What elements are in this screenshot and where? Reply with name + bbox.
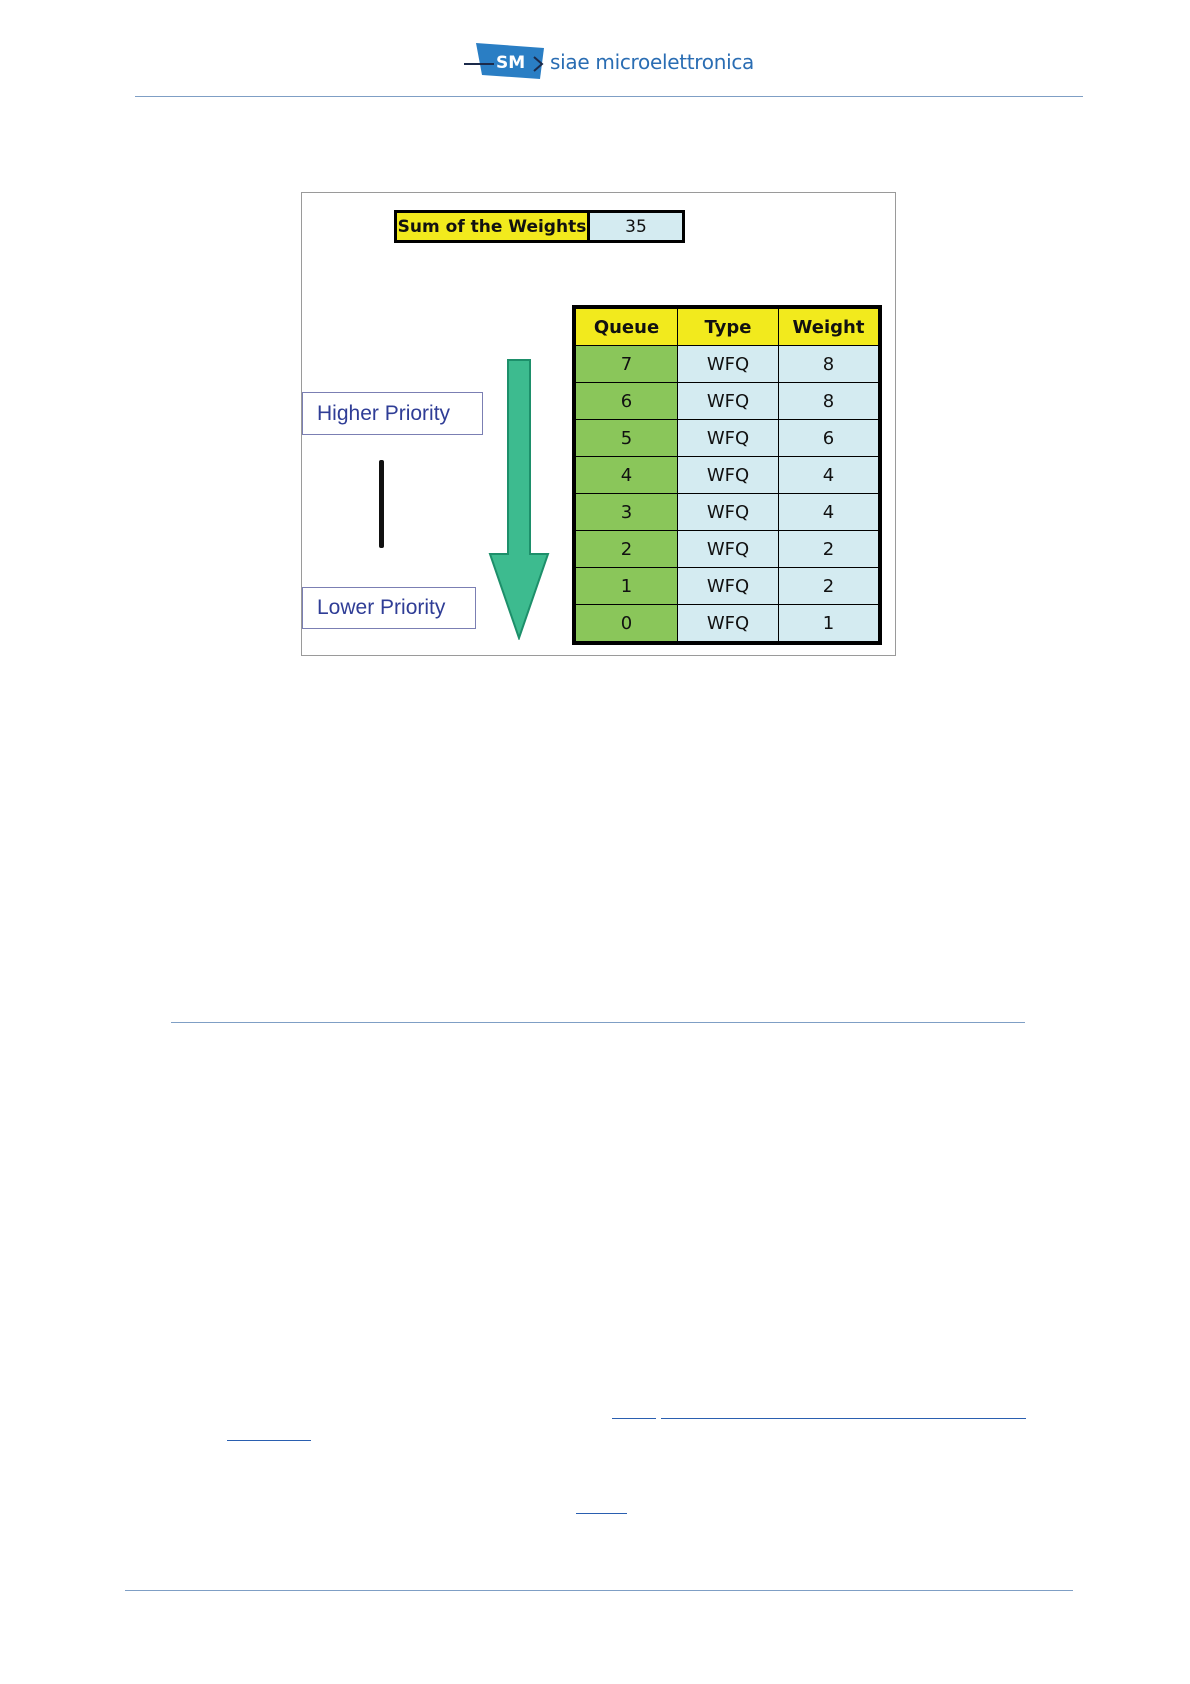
link-underline[interactable]: [661, 1418, 1026, 1419]
link-underline[interactable]: [612, 1418, 656, 1419]
table-row: [574, 605, 880, 644]
higher-priority-text: Higher Priority: [317, 401, 451, 425]
logo-text: siae microelettronica: [550, 50, 755, 74]
weight-cell: 1: [779, 605, 881, 644]
type-cell: WFQ: [678, 346, 779, 383]
type-cell: WFQ: [678, 531, 779, 568]
type-cell: WFQ: [678, 494, 779, 531]
sum-weights-value: 35: [587, 210, 685, 243]
table-row: [574, 494, 880, 531]
type-cell: WFQ: [678, 457, 779, 494]
queue-cell: 2: [574, 531, 678, 568]
link-underline[interactable]: [227, 1440, 311, 1441]
weight-cell: 4: [779, 457, 881, 494]
type-cell: WFQ: [678, 383, 779, 420]
weight-cell: 8: [779, 383, 881, 420]
table-header-row: [574, 307, 880, 346]
company-logo: [464, 40, 764, 84]
queue-cell: 0: [574, 605, 678, 644]
priority-range-bar: [379, 460, 384, 548]
column-header-type: Type: [678, 307, 779, 346]
lower-priority-label: [302, 587, 476, 629]
type-cell: WFQ: [678, 420, 779, 457]
header-divider: [135, 96, 1083, 97]
queue-cell: 7: [574, 346, 678, 383]
section-divider: [171, 1022, 1025, 1023]
column-header-weight: Weight: [779, 307, 881, 346]
queue-cell: 1: [574, 568, 678, 605]
queue-cell: 4: [574, 457, 678, 494]
table-row: [574, 457, 880, 494]
priority-down-arrow-icon: [488, 358, 550, 640]
link-underline[interactable]: [576, 1513, 627, 1514]
weight-cell: 6: [779, 420, 881, 457]
weight-cell: 4: [779, 494, 881, 531]
weight-cell: 8: [779, 346, 881, 383]
weight-cell: 2: [779, 568, 881, 605]
footer-divider: [125, 1590, 1073, 1591]
table-row: [574, 383, 880, 420]
type-cell: WFQ: [678, 605, 779, 644]
queue-cell: 3: [574, 494, 678, 531]
table-row: [574, 346, 880, 383]
queue-weights-table: [572, 305, 882, 645]
table-row: [574, 420, 880, 457]
column-header-queue: Queue: [574, 307, 678, 346]
logo-mark-icon: [464, 40, 546, 80]
table-row: [574, 531, 880, 568]
queue-cell: 6: [574, 383, 678, 420]
type-cell: WFQ: [678, 568, 779, 605]
higher-priority-label: [302, 392, 483, 435]
queue-cell: 5: [574, 420, 678, 457]
lower-priority-text: Lower Priority: [317, 596, 446, 619]
sum-weights-label: Sum of the Weights: [394, 210, 590, 243]
logo-badge-text: SM: [496, 53, 526, 73]
table-row: [574, 568, 880, 605]
weight-cell: 2: [779, 531, 881, 568]
